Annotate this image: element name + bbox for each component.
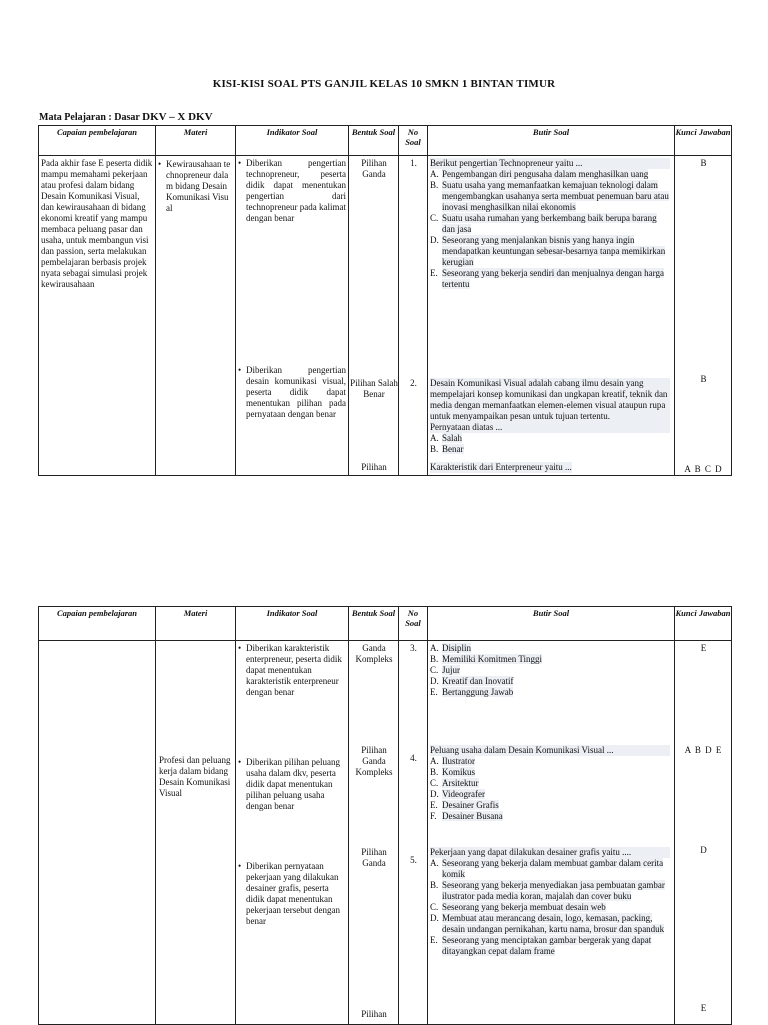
butir-q3 bbox=[430, 643, 670, 698]
option: B. Suatu usaha yang memanfaatkan kemajuan teknologi dalam mengembangkan usahanya serta membuat penemuan baru atau inovasi menghasilkan nilai ekonomis bbox=[430, 180, 669, 212]
bentuk-q3: Ganda Kompleks bbox=[355, 643, 393, 664]
kunci-cell bbox=[675, 156, 732, 476]
option: E. Seseorang yang bekerja sendiri dan menjualnya dengan harga tertentu bbox=[430, 268, 665, 289]
materi-text: Profesi dan peluang kerja dalam bidang Desain Komunikasi Visual bbox=[159, 755, 231, 798]
header-capaian: Capaian pembelajaran bbox=[39, 607, 156, 641]
option: D. Membuat atau merancang desain, logo, kemasan, packing, desain undangan pernikahan, kartu nama, brosur dan spanduk bbox=[430, 913, 665, 934]
subject-line bbox=[39, 111, 213, 123]
option: E. Seseorang yang menciptakan gambar bergerak yang dapat ditayangkan cepat dalam frame bbox=[430, 935, 652, 956]
table-row bbox=[39, 156, 732, 476]
option: D. Videografer bbox=[430, 789, 485, 799]
option: E. Bertanggung Jawab bbox=[430, 687, 514, 697]
kunci-q3: E bbox=[700, 643, 707, 653]
options-q2 bbox=[430, 433, 670, 455]
options-q4 bbox=[430, 756, 670, 822]
indikator-q5: • Diberikan pernyataan pekerjaan yang dilakukan desainer grafis, peserta didik dapat menentukan pekerjaan tersebut dengan benar bbox=[237, 861, 346, 927]
option: B. Benar bbox=[430, 444, 464, 454]
bentuk-q5: Pilihan Ganda bbox=[361, 847, 387, 868]
header-no: No Soal bbox=[399, 126, 428, 156]
header-materi: Materi bbox=[156, 607, 236, 641]
kunci-q2: B bbox=[700, 374, 707, 384]
bentuk-cell bbox=[349, 641, 399, 1025]
header-butir: Butir Soal bbox=[428, 607, 675, 641]
option: A. Pengembangan diri pengusaha dalam menghasilkan uang bbox=[430, 169, 649, 179]
capaian-text: Pada akhir fase E peserta didik mampu memahami pekerjaan atau profesi dalam bidang Desain Komunikasi Visual, dan kewirausahaan di bidang ekonomi kreatif yang mampu membaca peluang pasar dan usaha, untuk membangun visi dan passion, serta melakukan pembelajaran berbasis projek nyata sebagai simulasi projek kewirausahaan bbox=[41, 158, 153, 289]
kunci-q3: A B C D bbox=[684, 464, 723, 474]
materi-cell bbox=[156, 641, 236, 1025]
butir-q4 bbox=[430, 745, 670, 822]
no-q5: 5. bbox=[410, 855, 417, 865]
option: B. Komikus bbox=[430, 767, 476, 777]
subject-value: DKV – X DKV bbox=[142, 111, 213, 123]
option: D. Seseorang yang menjalankan bisnis yang hanya ingin mendapatkan keuntungan sebesar-besarnya tanpa memikirkan kerugian bbox=[430, 235, 666, 267]
option: C. Suatu usaha rumahan yang berkembang baik berupa barang dan jasa bbox=[430, 213, 657, 234]
header-indikator: Indikator Soal bbox=[236, 126, 349, 156]
indikator-cell bbox=[236, 156, 349, 476]
stem-q3: Karakteristik dari Enterpreneur yaitu ... bbox=[430, 462, 572, 472]
bentuk-q4: Pilihan Ganda Kompleks bbox=[355, 745, 393, 777]
butir-q1 bbox=[430, 158, 670, 290]
option: D. Kreatif dan Inovatif bbox=[430, 676, 514, 686]
header-bentuk: Bentuk Soal bbox=[349, 607, 399, 641]
bentuk-q1: Pilihan Ganda bbox=[361, 158, 387, 179]
kunci-q1: B bbox=[700, 158, 707, 168]
option: C. Jujur bbox=[430, 665, 460, 675]
subject-label: Mata Pelajaran : Dasar bbox=[39, 112, 140, 123]
no-cell bbox=[399, 641, 428, 1025]
kisi-table-page-1 bbox=[38, 125, 732, 476]
no-q3: 3. bbox=[410, 643, 417, 653]
kunci-q5: D bbox=[700, 845, 707, 855]
option: F. Desainer Busana bbox=[430, 811, 503, 821]
table-header-row bbox=[39, 126, 732, 156]
table-row bbox=[39, 641, 732, 1025]
table-header-row bbox=[39, 607, 732, 641]
kunci-cell bbox=[675, 641, 732, 1025]
header-kunci: Kunci Jawaban bbox=[675, 126, 732, 156]
no-cell bbox=[399, 156, 428, 476]
capaian-cell bbox=[39, 156, 156, 476]
header-capaian: Capaian pembelajaran bbox=[39, 126, 156, 156]
kisi-table-page-2 bbox=[38, 606, 732, 1025]
bentuk-q3: Pilihan bbox=[361, 462, 387, 472]
butir-cell bbox=[428, 641, 675, 1025]
option: C. Arsitektur bbox=[430, 778, 479, 788]
header-materi: Materi bbox=[156, 126, 236, 156]
header-butir: Butir Soal bbox=[428, 126, 675, 156]
bentuk-q6: Pilihan bbox=[361, 1009, 387, 1019]
header-kunci: Kunci Jawaban bbox=[675, 607, 732, 641]
option: C. Seseorang yang bekerja membuat desain web bbox=[430, 902, 606, 912]
indikator-q2: • Diberikan pengertian desain komunikasi visual, peserta didik dapat menentukan pilihan pada pernyataan dengan benar bbox=[237, 365, 346, 420]
indikator-q3: • Diberikan karakteristik enterpreneur, peserta didik dapat menentukan karakteristik enterpreneur dengan benar bbox=[237, 643, 346, 698]
option: A. Salah bbox=[430, 433, 462, 443]
bentuk-q2: Pilihan Salah Benar bbox=[350, 378, 398, 399]
butir-q5 bbox=[430, 847, 670, 957]
stem-q2: Desain Komunikasi Visual adalah cabang ilmu desain yang mempelajari konsep komunikasi dan ungkapan kreatif, teknik dan media dengan memanfaatkan elemen-elemen visual ataupun rupa untuk menyampaikan pesan untuk tujuan tertentu. bbox=[430, 378, 670, 422]
option: B. Memiliki Komitmen Tinggi bbox=[430, 654, 543, 664]
no-q1: 1. bbox=[410, 158, 417, 168]
stem-q4: Peluang usaha dalam Desain Komunikasi Visual ... bbox=[430, 745, 670, 756]
butir-cell bbox=[428, 156, 675, 476]
kunci-q6: E bbox=[700, 1003, 707, 1013]
bentuk-cell bbox=[349, 156, 399, 476]
header-indikator: Indikator Soal bbox=[236, 607, 349, 641]
option: A. Ilustrator bbox=[430, 756, 475, 766]
document-title: KISI-KISI SOAL PTS GANJIL KELAS 10 SMKN 1 BINTAN TIMUR bbox=[212, 78, 556, 90]
indikator-q4: • Diberikan pilihan peluang usaha dalam dkv, peserta didik dapat menentukan pilihan peluang usaha dengan benar bbox=[237, 757, 346, 812]
materi-cell bbox=[156, 156, 236, 476]
option: A. Disiplin bbox=[430, 643, 472, 653]
options-q5 bbox=[430, 858, 670, 957]
header-no: No Soal bbox=[399, 607, 428, 641]
kunci-q4: A B D E bbox=[684, 745, 723, 755]
capaian-cell bbox=[39, 641, 156, 1025]
no-q2: 2. bbox=[410, 378, 417, 388]
header-bentuk: Bentuk Soal bbox=[349, 126, 399, 156]
option: A. Seseorang yang bekerja dalam membuat gambar dalam cerita komik bbox=[430, 858, 664, 879]
stem2-q2: Pernyataan diatas ... bbox=[430, 422, 670, 433]
stem-q1: Berikut pengertian Technopreneur yaitu ... bbox=[430, 158, 670, 169]
butir-q2 bbox=[430, 378, 670, 455]
indikator-q1: • Diberikan pengertian technopreneur, peserta didik dapat menentukan pengertian dari technopreneur pada kalimat dengan benar bbox=[237, 158, 346, 224]
no-q4: 4. bbox=[410, 753, 417, 763]
materi-text: • Kewirausahaan technopreneur dalam bidang Desain Komunikasi Visual bbox=[157, 159, 232, 214]
options-q3 bbox=[430, 643, 670, 698]
option: E. Desainer Grafis bbox=[430, 800, 499, 810]
stem-q5: Pekerjaan yang dapat dilakukan desainer grafis yaitu .... bbox=[430, 847, 670, 858]
options-q1 bbox=[430, 169, 670, 290]
indikator-cell bbox=[236, 641, 349, 1025]
option: B. Seseorang yang bekerja menyediakan jasa pembuatan gambar ilustrator pada media koran, majalah dan cover buku bbox=[430, 880, 665, 901]
